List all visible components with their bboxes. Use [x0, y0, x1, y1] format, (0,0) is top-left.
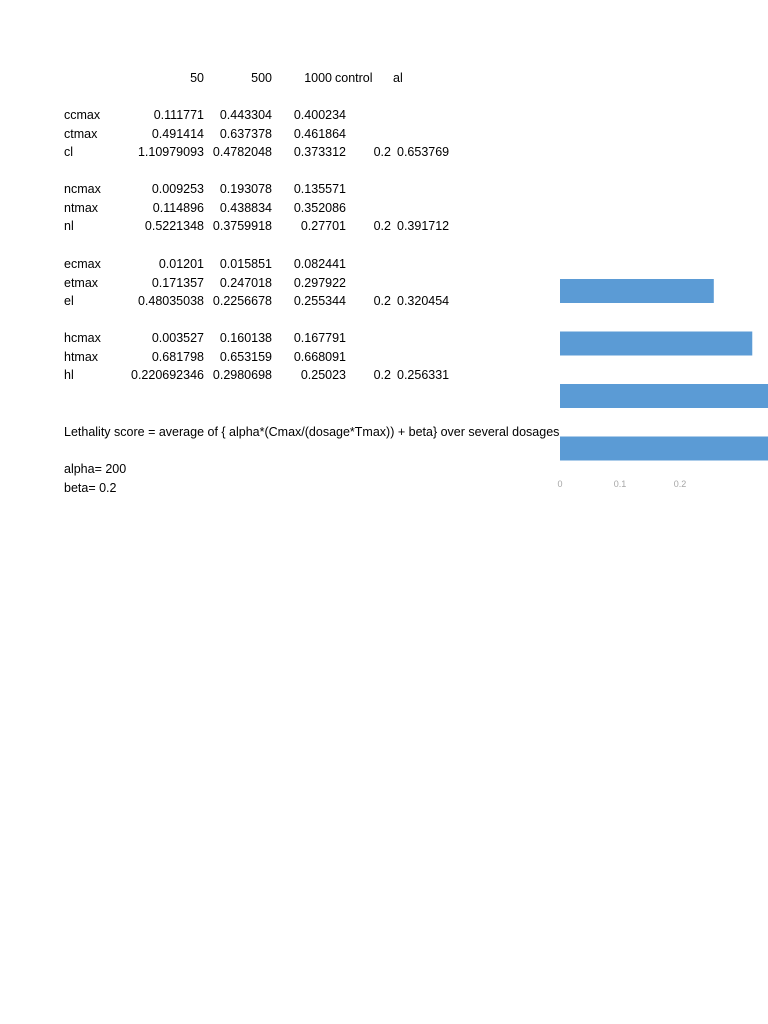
header-al: al	[393, 71, 403, 85]
cell-control: 0.2	[373, 294, 391, 309]
row-label: hl	[64, 368, 74, 383]
row-label: ntmax	[64, 200, 99, 215]
cell-control: 0.2	[373, 219, 391, 234]
bar-0	[560, 279, 714, 303]
cell-v500: 0.2256678	[212, 294, 272, 309]
row-label: hcmax	[64, 331, 101, 345]
cell-al: 0.653769	[397, 145, 450, 160]
cell-v1000: 0.255344	[293, 294, 346, 309]
cell-v50: 0.171357	[151, 275, 204, 290]
cell-control: 0.2	[373, 145, 391, 160]
cell-v1000: 0.373312	[293, 145, 346, 160]
beta-value: beta= 0.2	[64, 481, 117, 495]
x-tick-label: 0.2	[673, 479, 687, 489]
cell-v1000: 0.461864	[293, 126, 346, 141]
cell-v500: 0.160138	[219, 331, 272, 345]
cell-v1000: 0.082441	[293, 257, 346, 271]
cell-v50: 0.5221348	[144, 219, 204, 234]
cell-v500: 0.015851	[219, 257, 272, 271]
row-label: ecmax	[64, 257, 101, 271]
cell-v500: 0.443304	[219, 108, 272, 122]
header-control: control	[335, 71, 373, 85]
formula-text: Lethality score = average of { alpha*(Cmax/(dosage*Tmax)) + beta} over several dosages	[64, 425, 560, 439]
cell-v500: 0.438834	[219, 200, 272, 215]
cell-v500: 0.653159	[219, 349, 272, 364]
cell-v50: 0.681798	[151, 349, 204, 364]
cell-v1000: 0.25023	[300, 368, 346, 383]
cell-control: 0.2	[373, 368, 391, 383]
cell-v1000: 0.352086	[293, 200, 346, 215]
cell-v50: 0.009253	[151, 182, 204, 196]
cell-v1000: 0.27701	[300, 219, 346, 234]
cell-v500: 0.2980698	[212, 368, 272, 383]
row-label: ctmax	[64, 126, 98, 141]
cell-al: 0.320454	[397, 294, 450, 309]
alpha-value: alpha= 200	[64, 462, 127, 476]
cell-v500: 0.637378	[219, 126, 272, 141]
x-tick-label: 0.1	[613, 479, 627, 489]
cell-v50: 0.114896	[152, 200, 204, 215]
cell-v1000: 0.297922	[293, 275, 346, 290]
row-label: el	[64, 294, 74, 309]
cell-v50: 0.003527	[151, 331, 204, 345]
bar-3	[560, 437, 768, 461]
bar-chart	[555, 265, 768, 495]
cell-v50: 0.111771	[153, 108, 204, 122]
cell-v500: 0.193078	[219, 182, 272, 196]
x-tick-label: 0	[557, 479, 563, 489]
cell-v50: 1.10979093	[137, 145, 204, 160]
cell-v1000: 0.167791	[293, 331, 346, 345]
cell-v500: 0.247018	[219, 275, 272, 290]
bar-1	[560, 332, 752, 356]
row-label: nl	[64, 219, 74, 234]
row-label: htmax	[64, 349, 99, 364]
bar-chart-svg	[555, 265, 768, 495]
cell-v50: 0.01201	[158, 257, 204, 271]
cell-v50: 0.220692346	[131, 368, 204, 383]
cell-v500: 0.4782048	[212, 145, 272, 160]
cell-v1000: 0.135571	[293, 182, 346, 196]
row-label: etmax	[64, 275, 99, 290]
cell-v50: 0.491414	[151, 126, 204, 141]
cell-v50: 0.48035038	[137, 294, 204, 309]
row-label: cl	[64, 145, 74, 160]
cell-v1000: 0.400234	[293, 108, 346, 122]
row-label: ccmax	[64, 108, 101, 122]
cell-v1000: 0.668091	[293, 349, 346, 364]
header-dosage-500: 500	[251, 71, 272, 85]
row-label: ncmax	[64, 182, 101, 196]
bar-2	[560, 384, 768, 408]
header-dosage-50: 50	[190, 71, 204, 85]
cell-v500: 0.3759918	[212, 219, 272, 234]
header-dosage-1000: 1000	[304, 71, 332, 85]
cell-al: 0.256331	[397, 368, 450, 383]
cell-al: 0.391712	[397, 219, 450, 234]
